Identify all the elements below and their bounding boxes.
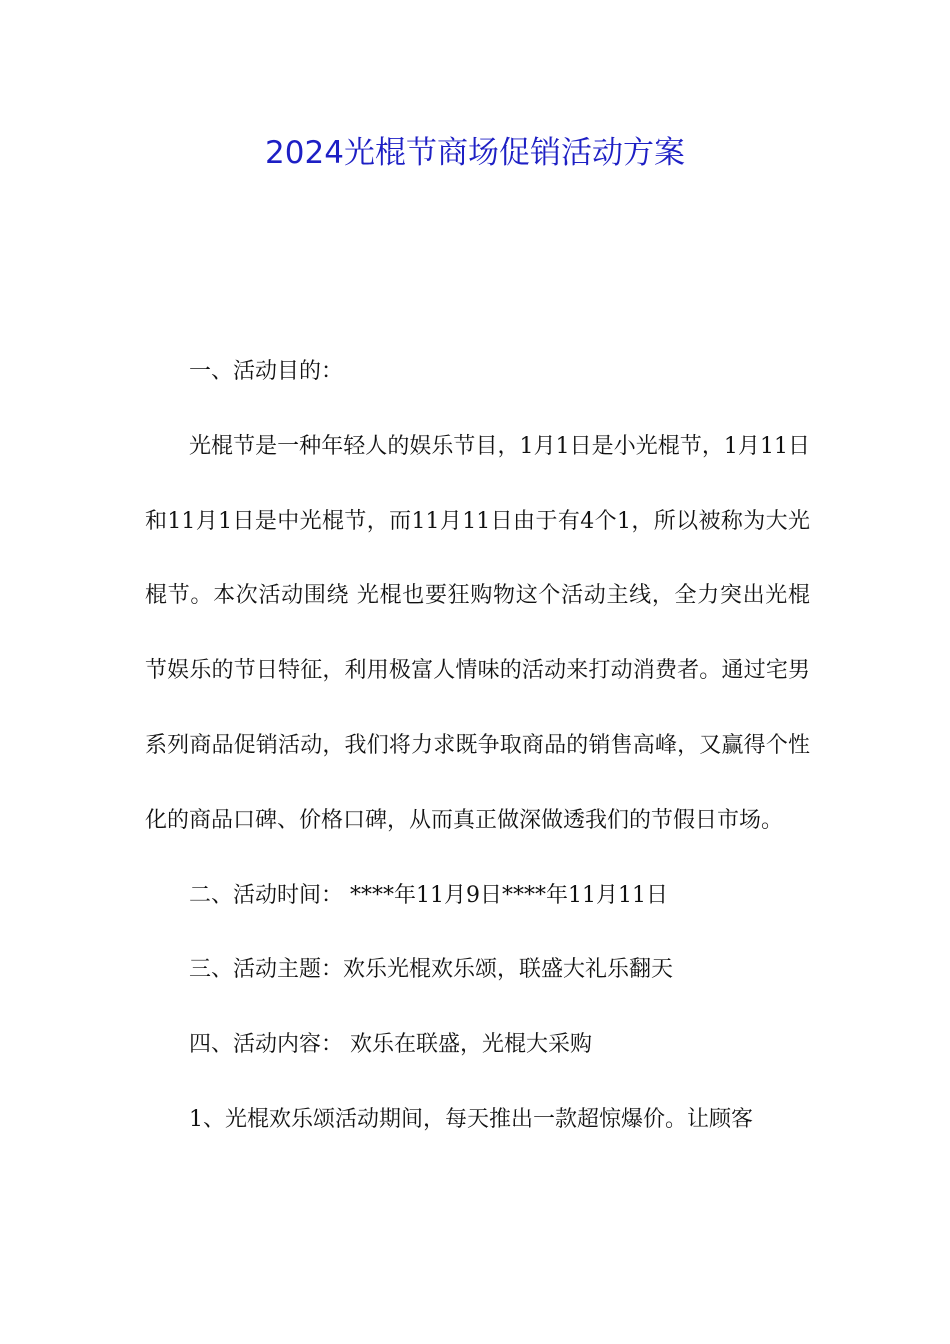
section-heading-purpose: 一、活动目的：	[189, 359, 344, 384]
section-heading-content: 四、活动内容： 欢乐在联盛，光棍大采购	[189, 1032, 592, 1058]
purpose-paragraph: 光棍节是一种年轻人的娱乐节目，1月1日是小光棍节，1月11日和11月1日是中光棍节，而11月11日由于有4个1，所以被称为大光棍节。本次活动围绕 光棍也要狂购物这个活动主线，全力突出光棍节娱乐的节日特征，利用极富人情味的活动来打动消费者。通过宅男系列商品促销活动，我们将力求既争取商品的销售高峰，又赢得个性化的商品口碑、价格口碑，从而真正做深做透我们的节假日市场。	[145, 433, 810, 833]
document-body	[145, 335, 810, 1158]
document-title: 2024光棍节商场促销活动方案	[265, 135, 685, 171]
section-heading-time: 二、活动时间： ****年11月9日****年11月11日	[189, 882, 668, 908]
section-heading-theme: 三、活动主题：欢乐光棍欢乐颂，联盛大礼乐翻天	[189, 957, 674, 983]
content-item-1: 1、光棍欢乐颂活动期间，每天推出一款超惊爆价。让顾客	[189, 1106, 753, 1132]
